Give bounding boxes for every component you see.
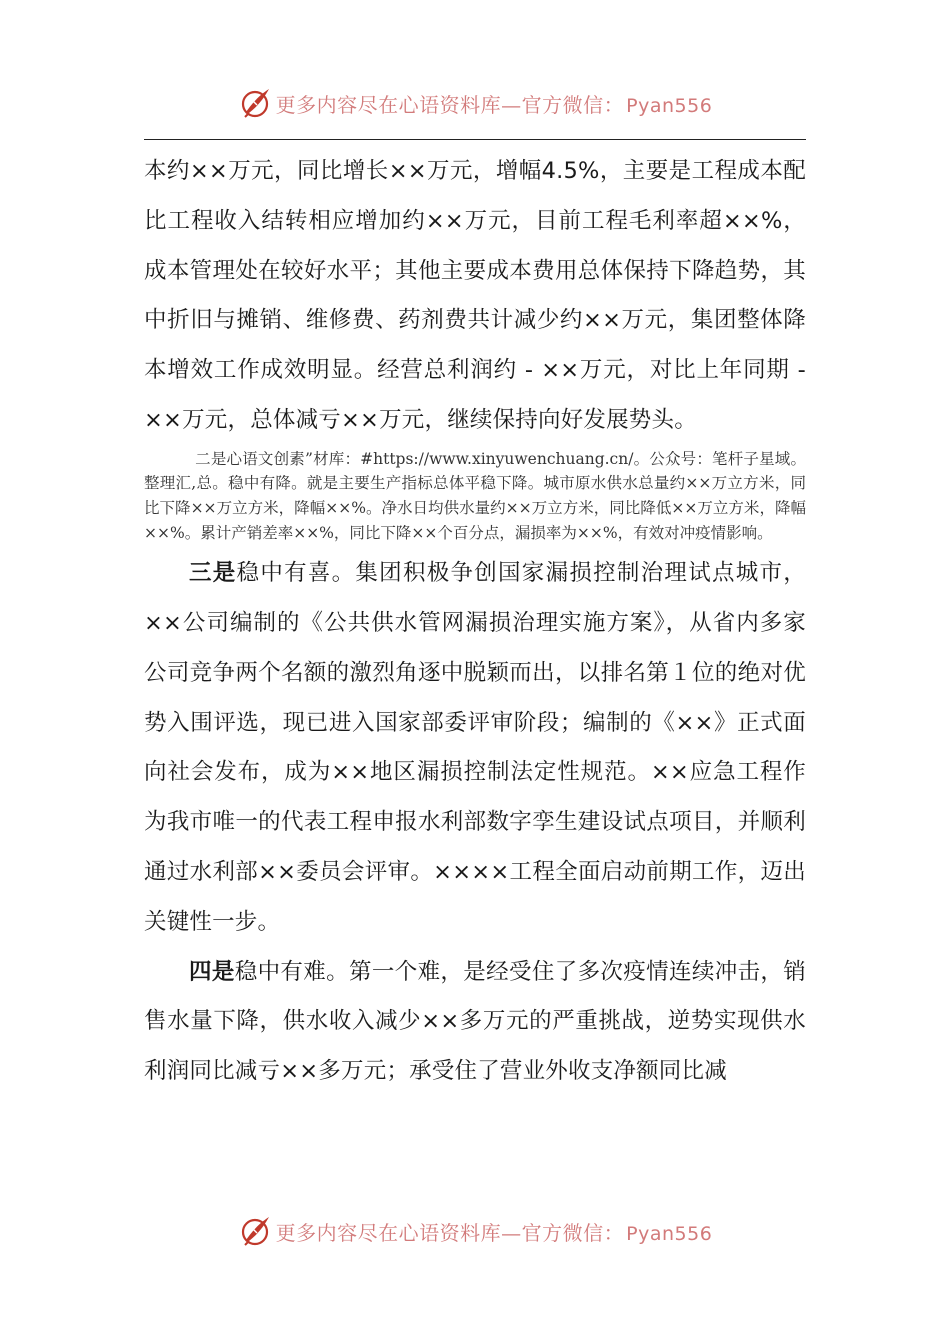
banner-wechat-id: Pyan556 — [626, 1222, 713, 1245]
section-three-text: 稳中有喜。集团积极争创国家漏损控制治理试点城市，××公司编制的《公共供水管网漏损治理实施方案》，从省内多家公司竞争两个名额的激烈角逐中脱颖而出，以排名第１位的绝对优势入围评选，现已进入国家部委评审阶段；编制的《××》正式面向社会发布，成为××地区漏损控制法定性规范。××应急工程作为我市唯一的代表工程申报水利部数字孪生建设试点项目，并顺利通过水利部××委员会评审。××××工程全面启动前期工作，迈出关键性一步。 — [144, 560, 806, 935]
banner-slogan: 更多内容尽在心语资料库—官方微信： — [275, 92, 625, 117]
page-footer-banner — [0, 1211, 950, 1251]
quill-logo-icon — [238, 86, 272, 120]
section-four-text: 稳中有难。第一个难，是经受住了多次疫情连续冲击，销售水量下降，供水收入减少××多万元的严重挑战，逆势实现供水利润同比减亏××多万元；承受住了营业外收支净额同比减 — [144, 958, 806, 1085]
paragraph-text: 本约××万元，同比增长××万元，增幅4.5%，主要是工程成本配比工程收入结转相应增加约××万元，目前工程毛利率超××%，成本管理处在较好水平；其他主要成本费用总体保持下降趋势，其中折旧与摊销、维修费、药剂费共计减少约××万元，集团整体降本增效工作成效明显。经营总利润约 - ××万元，对比上年同期 - ××万元，总体减亏××万元，继续保持向好发展势头。 — [144, 158, 806, 433]
banner-slogan: 更多内容尽在心语资料库—官方微信： — [275, 1220, 625, 1245]
section-three-lead: 三是 — [189, 560, 237, 587]
quill-logo-icon — [238, 1214, 272, 1248]
banner-text — [276, 89, 713, 118]
inline-note-paragraph: 二是心语文创素”材库：#https://www.xinyuwenchuang.cn/。公众号：笔杆子星域。整理汇,总。稳中有降。就是主要生产指标总体平稳下降。城市原水供水总量约××万立方米，同比下降××万立方米，降幅××%。净水日均供水量约××万立方米，同比降低××万立方米，降幅××%。累计产销差率××%，同比下降××个百分点，漏损率为××%，有效对冲疫情影响。 — [144, 449, 806, 542]
header-divider — [144, 139, 806, 140]
section-four-lead: 四是 — [189, 958, 235, 985]
banner-text — [276, 1217, 713, 1246]
paragraph-continued — [144, 147, 806, 446]
banner-wechat-id: Pyan556 — [626, 94, 713, 117]
section-three-paragraph — [144, 549, 806, 947]
document-body — [144, 147, 806, 1097]
section-four-paragraph — [144, 948, 806, 1097]
page-header-banner — [0, 83, 950, 123]
